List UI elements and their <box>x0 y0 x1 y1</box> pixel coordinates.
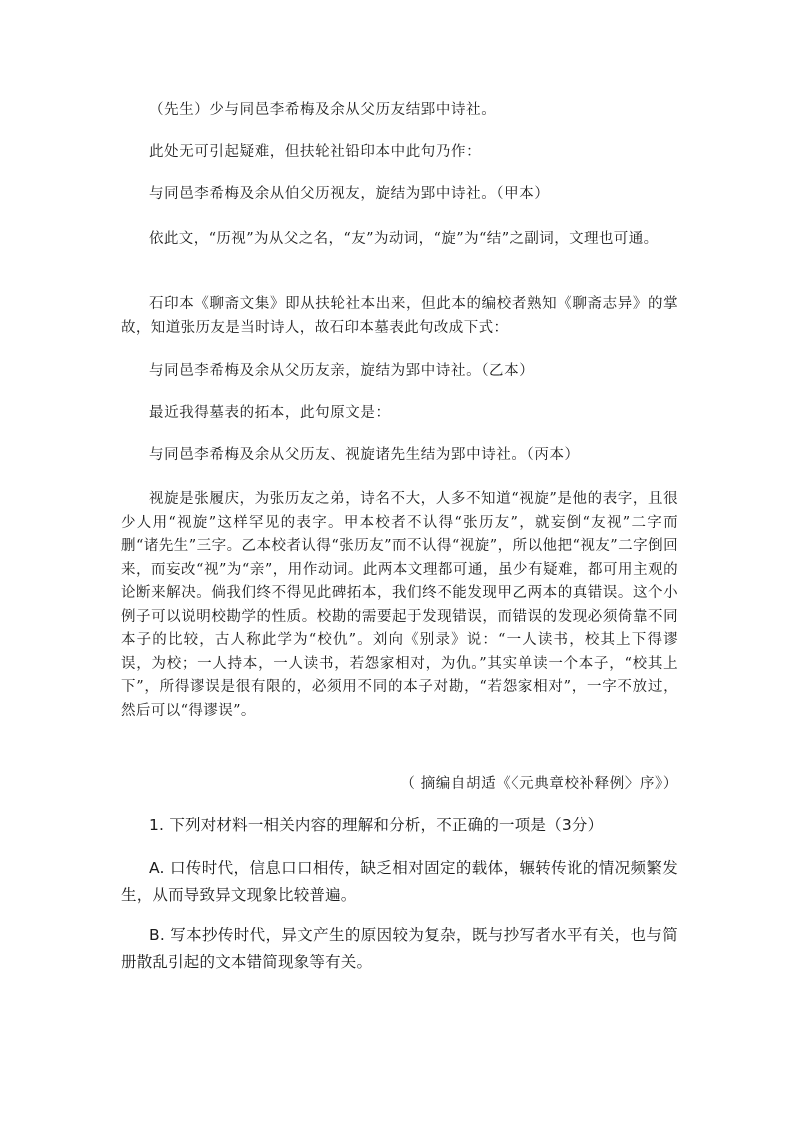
passage-line-6-version-b: 与同邑李希梅及余从父历友亲，旋结为郢中诗社。（乙本） <box>149 363 535 379</box>
option-b: B. 写本抄传时代，异文产生的原因较为复杂，既与抄写者水平有关，也与简册散乱引起的文本错简现象等有关。 <box>121 926 678 971</box>
passage-paragraph-9: 视旋是张履庆，为张历友之弟，诗名不大，人多不知道“视旋”是他的表字，且很少人用“视旋”这样罕见的表字。甲本校者不认得“张历友”，就妄倒“友视”二字而删“诸先生”三字。乙本校者认得“张历友”而不认得“视旋”，所以他把“视友”二字倒回来，而妄改“视”为“亲”，用作动词。此两本文理都可通，虽少有疑难，都可用主观的论断来解决。倘我们终不得见此碑拓本，我们终不能发现甲乙两本的真错误。这个小例子可以说明校勘学的性质。校勘的需要起于发现错误，而错误的发现必须倚靠不同本子的比较，古人称此学为“校仇”。刘向《别录》说：“一人读书，校其上下得谬误，为校；一人持本，一人读书，若怨家相对，为仇。”其实单读一个本子，“校其上下”，所得谬误是很有限的，必须用不同的本子对勘，“若怨家相对”，一字不放过，然后可以“得谬误”。 <box>121 491 678 719</box>
passage-line-3-version-a: 与同邑李希梅及余从伯父历视友，旋结为郢中诗社。（甲本） <box>149 186 550 202</box>
option-a: A. 口传时代，信息口口相传，缺乏相对固定的载体，辗转传讹的情况频繁发生，从而导致异文现象比较普遍。 <box>121 859 678 904</box>
passage-paragraph-4: 依此文，“历视”为从父之名，“友”为动词，“旋”为“结”之副词，文理也可通。 <box>149 231 659 247</box>
passage-source: （ 摘编自胡适《〈元典章校补释例〉序》） <box>400 776 678 792</box>
passage-line-2: 此处无可引起疑难，但扶轮社铅印本中此句乃作： <box>149 144 482 160</box>
passage-line-7: 最近我得墓表的拓本，此句原文是： <box>149 405 391 421</box>
passage-line-8-version-c: 与同邑李希梅及余从父历友、视旋诸先生结为郢中诗社。（丙本） <box>149 447 580 463</box>
passage-line-1: （先生）少与同邑李希梅及余从父历友结郢中诗社。 <box>149 102 497 118</box>
passage-paragraph-5: 石印本《聊斋文集》即从扶轮社本出来，但此本的编校者熟知《聊斋志异》的掌故，知道张历友是当时诗人，故石印本墓表此句改成下式： <box>121 296 678 336</box>
question-stem: 1. 下列对材料一相关内容的理解和分析，不正确的一项是（3分） <box>149 816 604 834</box>
